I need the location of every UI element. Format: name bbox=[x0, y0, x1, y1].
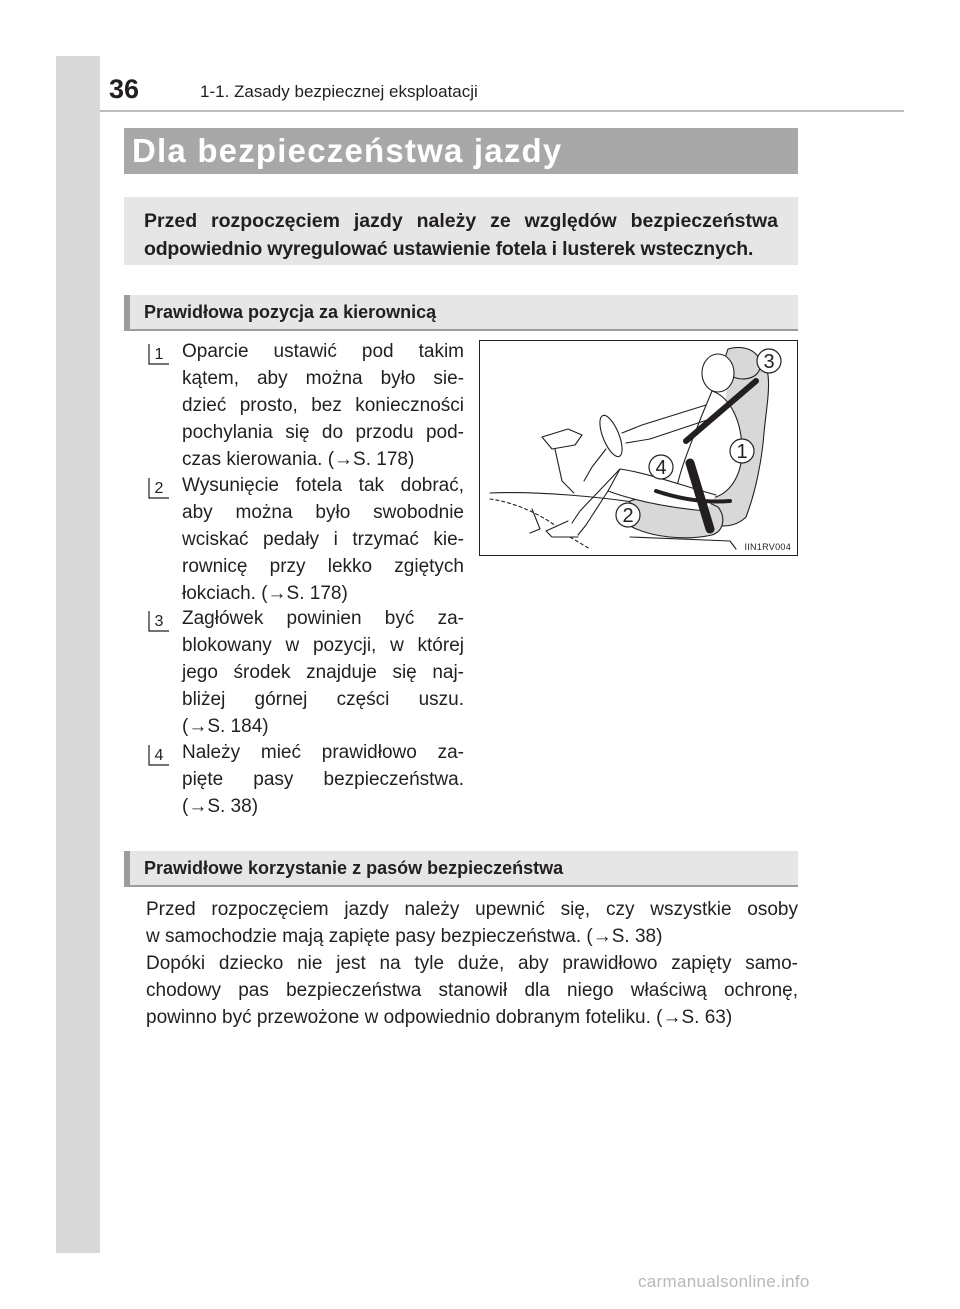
driver-head bbox=[702, 354, 734, 392]
text-line: powinno być przewożone w odpowiednio dobranym foteliku. (→S. 63) bbox=[146, 1007, 733, 1028]
driving-position-illustration bbox=[479, 340, 798, 556]
pedal bbox=[530, 509, 540, 533]
floor-dashed-line bbox=[490, 499, 590, 549]
text-line: czas kierowania. (→S. 178) bbox=[182, 449, 415, 470]
list-item-text bbox=[182, 338, 464, 473]
intro-line: odpowiednio wyregulować ustawienie fotela i lusterek wstecznych. bbox=[144, 238, 754, 260]
driver-leg bbox=[572, 469, 620, 535]
steering-column bbox=[584, 449, 606, 481]
text-line: Dopóki dziecko nie jest na tyle duże, aby prawidłowo zapięty samo- bbox=[146, 953, 798, 974]
callout-4-label: 4 bbox=[655, 457, 667, 479]
text-line: pięte pasy bezpieczeństwa. bbox=[182, 769, 464, 790]
section-heading-bar bbox=[124, 295, 798, 331]
text-line: chodowy pas bezpieczeństwa stanowił dla niego właściwą ochronę, bbox=[146, 980, 798, 1001]
list-item-text bbox=[182, 739, 464, 820]
page-title: Dla bezpieczeństwa jazdy bbox=[132, 132, 563, 169]
list-item-text bbox=[182, 472, 464, 607]
section-heading: Prawidłowa pozycja za kierownicą bbox=[144, 302, 437, 322]
header-divider bbox=[100, 110, 904, 112]
text-line: rownicę przy lekko zgiętych bbox=[182, 556, 464, 577]
seat-rail bbox=[630, 537, 736, 549]
intro-box bbox=[124, 197, 798, 265]
text-line: wciskać pedały i trzymać kie- bbox=[182, 529, 464, 550]
text-line: Wysunięcie fotela tak dobrać, bbox=[182, 475, 464, 496]
figure-code: IIN1RV004 bbox=[744, 542, 791, 552]
text-line: Przed rozpoczęciem jazdy należy upewnić się, czy wszystkie osoby bbox=[146, 899, 798, 920]
section-heading-bar bbox=[124, 851, 798, 887]
intro-line: Przed rozpoczęciem jazdy należy ze względów bezpieczeństwa bbox=[144, 210, 778, 232]
text-line: blokowany w pozycji, w której bbox=[182, 635, 464, 656]
svg-text:4: 4 bbox=[154, 747, 164, 764]
text-line: aby można było swobodnie bbox=[182, 502, 464, 523]
callout-2-label: 2 bbox=[622, 505, 634, 527]
number-1-icon bbox=[148, 343, 170, 365]
text-line: kątem, aby można było sie- bbox=[182, 368, 464, 389]
text-line: Zagłówek powinien być za- bbox=[182, 608, 464, 629]
page-number: 36 bbox=[109, 74, 140, 104]
number-4-icon bbox=[148, 744, 170, 766]
page-title-bar bbox=[124, 128, 798, 174]
svg-text:3: 3 bbox=[154, 613, 164, 630]
text-line: Oparcie ustawić pod takim bbox=[182, 341, 464, 362]
steering-wheel bbox=[595, 413, 626, 460]
callout-3-label: 3 bbox=[763, 351, 775, 373]
dash-panel-line bbox=[555, 449, 574, 493]
text-line: pochylania się do przodu pod- bbox=[182, 422, 464, 443]
intro-text bbox=[144, 207, 778, 263]
driver-seat-drawing bbox=[480, 341, 797, 555]
text-line: łokciach. (→S. 178) bbox=[182, 583, 348, 604]
list-item-text bbox=[182, 605, 464, 740]
text-line: Należy mieć prawidłowo za- bbox=[182, 742, 464, 763]
section-heading: Prawidłowe korzystanie z pasów bezpieczeństwa bbox=[144, 858, 564, 878]
section-accent bbox=[124, 295, 130, 329]
callout-1-label: 1 bbox=[736, 441, 748, 463]
text-line: jego środek znajduje się naj- bbox=[182, 662, 464, 683]
text-line: dzieć prosto, bez konieczności bbox=[182, 395, 464, 416]
text-line: bliżej górnej części uszu. bbox=[182, 689, 464, 710]
watermark: carmanualsonline.info bbox=[638, 1272, 810, 1291]
text-line: (→S. 184) bbox=[182, 716, 269, 737]
number-3-icon bbox=[148, 610, 170, 632]
number-2-icon bbox=[148, 477, 170, 499]
svg-text:1: 1 bbox=[154, 346, 164, 363]
section-accent bbox=[124, 851, 130, 885]
seatbelt-paragraph bbox=[146, 896, 798, 1031]
side-tab-bar bbox=[56, 56, 100, 1253]
text-line: (→S. 38) bbox=[182, 796, 259, 817]
svg-text:2: 2 bbox=[154, 480, 164, 497]
driver-foot bbox=[546, 521, 578, 537]
text-line: w samochodzie mają zapięte pasy bezpieczeństwa. (→S. 38) bbox=[146, 926, 663, 947]
dashboard-shape bbox=[542, 429, 582, 449]
chapter-title: 1-1. Zasady bezpiecznej eksploatacji bbox=[200, 82, 478, 101]
